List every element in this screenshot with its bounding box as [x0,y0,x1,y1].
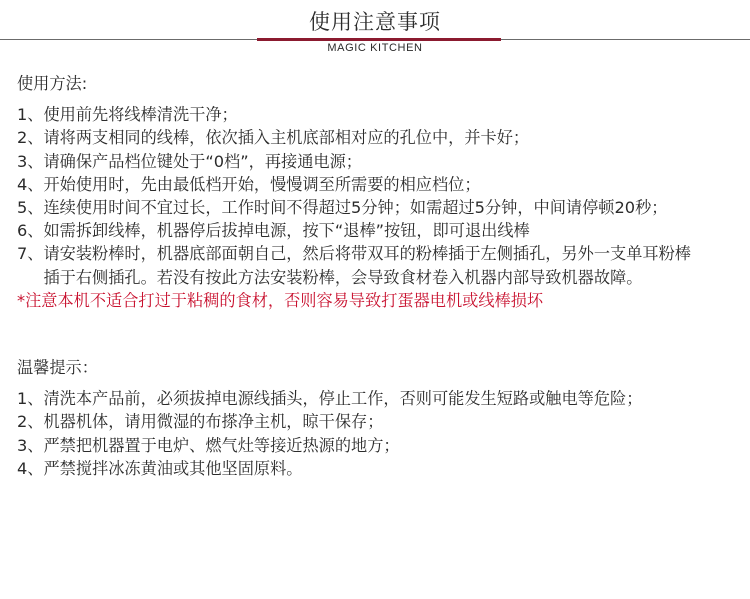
usage-item-text [44,242,738,288]
tips-item-number: 2、 [17,412,44,432]
usage-item-1 [17,103,737,126]
usage-item-text-part-1: 请安装粉棒时，机器底部面朝自己，然后将带双耳的粉棒插于左侧插孔，另外一支单耳粉棒 [43,244,691,264]
tips-item-number: 1、 [17,389,44,409]
usage-item-7 [17,242,737,288]
usage-item-number: 3、 [17,151,44,171]
header-accent-bar [257,38,501,41]
usage-item-text: 连续使用时间不宜过长，工作时间不得超过5分钟；如需超过5分钟，中间请停顿20秒； [43,198,668,218]
usage-item-number: 4、 [17,174,44,194]
usage-item-text: 请确保产品档位键处于“0档”，再接通电源； [43,151,362,171]
usage-item-4 [17,173,737,196]
usage-heading: 使用方法: [17,74,88,93]
usage-item-text: 使用前先将线棒清洗干净； [43,105,238,125]
section-spacer [17,312,737,356]
usage-item-number: 5、 [17,198,44,218]
tips-item-text: 清洗本产品前，必须拔掉电源线插头，停止工作，否则可能发生短路或触电等危险； [43,389,643,409]
tips-item-1 [17,387,737,410]
usage-item-text: 请将两支相同的线棒，依次插入主机底部相对应的孔位中，并卡好； [43,128,530,148]
usage-item-number: 1、 [17,105,44,125]
usage-item-2 [17,126,737,149]
tips-item-3 [17,434,737,457]
usage-item-text: 如需拆卸线棒，机器停后拔掉电源，按下“退棒”按钮，即可退出线棒 [43,221,530,241]
tips-item-text: 机器机体，请用微湿的布搽净主机，晾干保存； [43,412,384,432]
usage-item-6 [17,219,737,242]
tips-item-number: 3、 [17,435,44,455]
usage-item-number: 2、 [17,128,44,148]
tips-item-number: 4、 [17,458,44,478]
brand-subtitle: MAGIC KITCHEN [327,42,423,54]
tips-item-text: 严禁把机器置于电炉、燃气灶等接近热源的地方； [43,435,400,455]
usage-item-5 [17,196,737,219]
usage-item-3 [17,150,737,173]
page-header [0,0,750,64]
tips-heading: 温馨提示： [17,358,98,378]
usage-item-text-part-2: 插于右侧插孔。若没有按此方法安装粉棒，会导致食材卷入机器内部导致机器故障。 [43,267,643,287]
tips-item-2 [17,410,737,433]
usage-item-number: 6、 [17,221,44,241]
tips-item-text: 严禁搅拌冰冻黄油或其他坚固原料。 [43,458,303,478]
instructions-content [17,72,737,480]
usage-item-number: 7、 [17,244,44,264]
usage-item-text: 开始使用时，先由最低档开始，慢慢调至所需要的相应档位； [43,174,481,194]
warning-note: *注意本机不适合打过于粘稠的食材，否则容易导致打蛋器电机或线棒损坏 [17,290,544,310]
page-title: 使用注意事项 [309,10,441,34]
tips-item-4 [17,457,737,480]
